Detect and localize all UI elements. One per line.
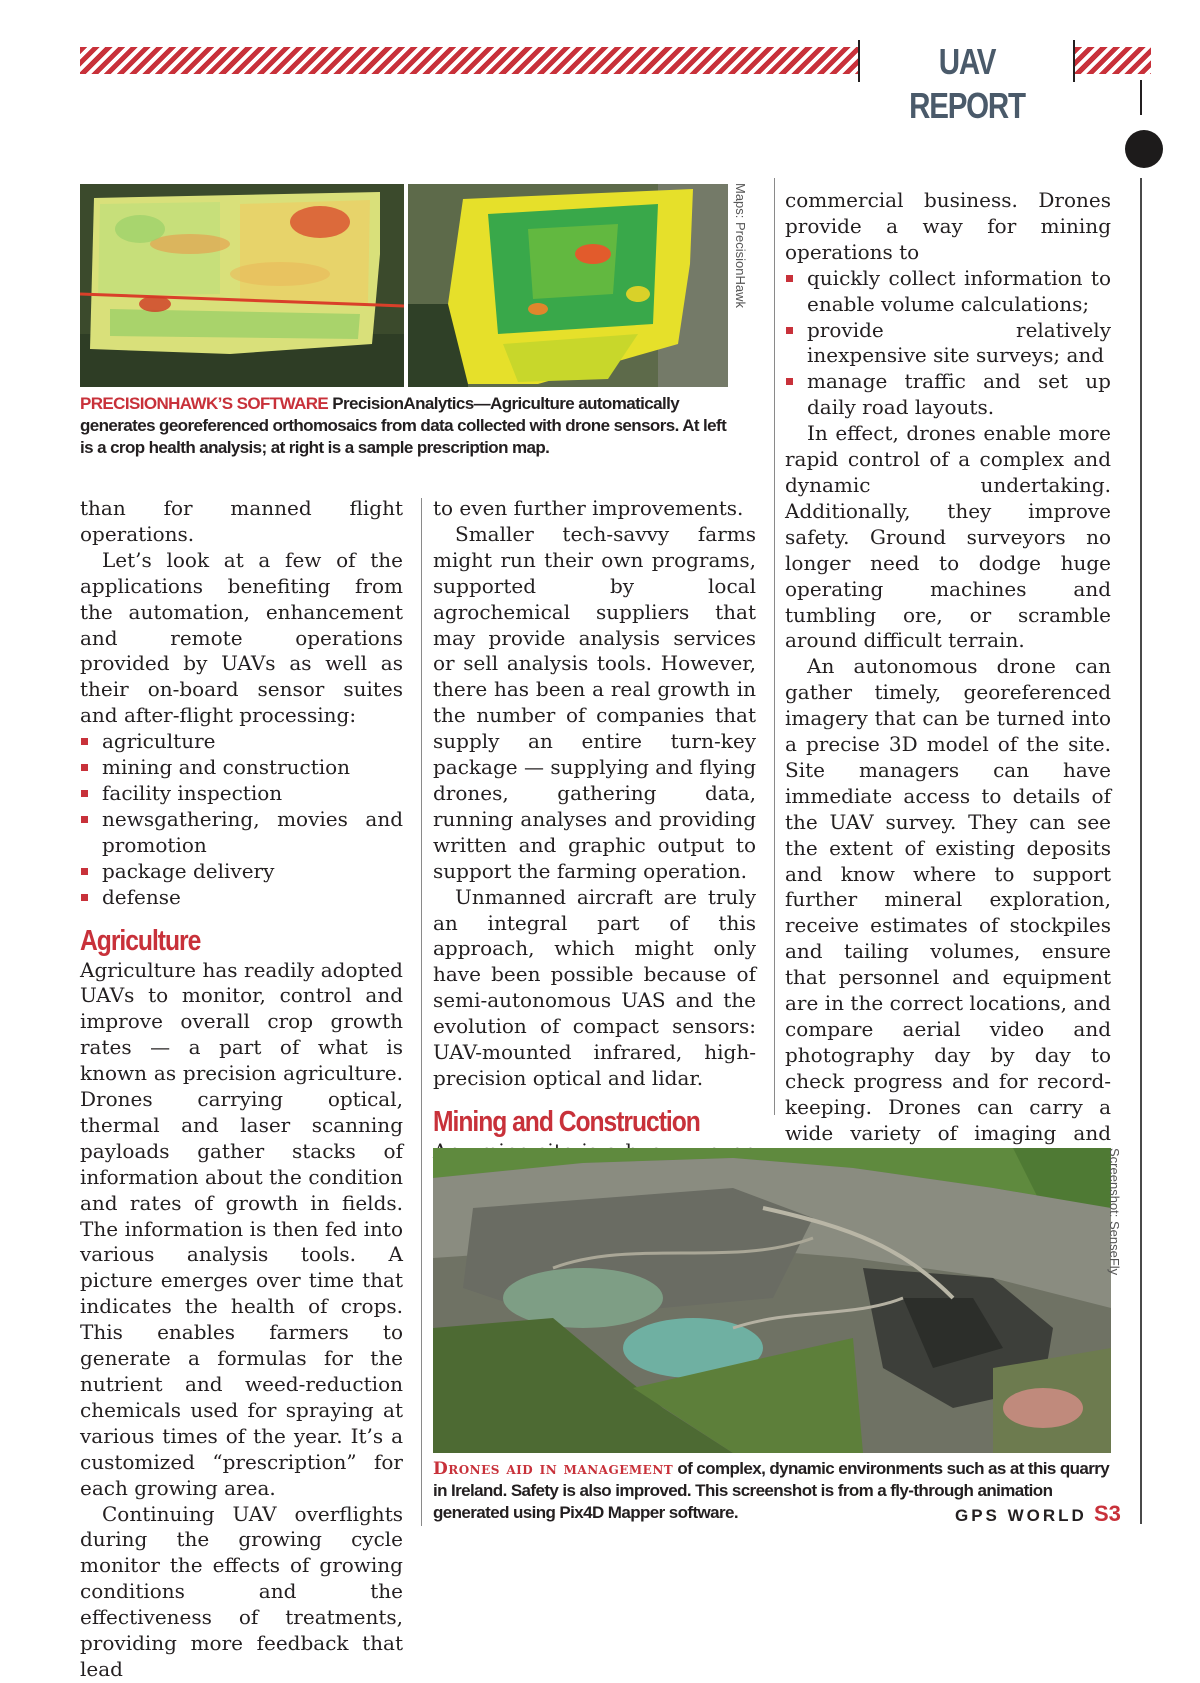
list-item: newsgathering, movies and promotion — [80, 807, 403, 859]
list-item: provide relatively inexpensive site surveys; and — [785, 318, 1111, 370]
photo-credit: Screenshot: SenseFly — [1107, 1148, 1122, 1276]
article-column-2 — [433, 496, 756, 1191]
paragraph: commercial business. Drones provide a way for mining operations to — [785, 188, 1111, 264]
crop-health-map-image — [80, 184, 404, 387]
photo-credit: Maps: PrecisionHawk — [733, 183, 748, 308]
page-side-rule — [1140, 178, 1142, 1524]
figure-caption — [80, 393, 740, 459]
publication-name: GPS WORLD — [955, 1506, 1087, 1525]
list-item: agriculture — [80, 729, 403, 755]
list-item: mining and construction — [80, 755, 403, 781]
paragraph: Let’s look at a few of the applications benefiting from the automation, enhancement and remote operations provided by UAVs as well as their on-board sensor suites and after-flight processing: — [80, 547, 403, 728]
paragraph: Agriculture has readily adopted UAVs to monitor, control and improve overall crop growth rates — a part of what is known as precision agriculture. Drones carrying optical, thermal and laser scanning payloads gather stacks of information about the condition and rates of growth in fields. The information is then fed into various analysis tools. A picture emerges over time that indicates the health of crops. This enables farmers to generate a formulas for the nutrient and weed-reduction chemicals used for spraying at various times of the year. It’s a customized “prescription” for each growing area. — [80, 957, 403, 1500]
prescription-map-image — [408, 184, 728, 387]
caption-text: of complex, dynamic environments such as at this quarry in Ireland. Safety is also improved. This screenshot is from a fly-through animation generated using Pix4D Mapper software. — [433, 1459, 1110, 1522]
paragraph: Smaller tech-savvy farms might run their own programs, supported by local agrochemical suppliers that may provide analysis services or sell analysis tools. However, there has been a real growth in the number of companies that supply an entire turn-key package — supplying and flying drones, gathering data, running analyses and providing written and graphic output to support the farming operation. — [433, 521, 756, 883]
article-column-1 — [80, 496, 403, 1683]
caption-text: PrecisionAnalytics—Agriculture automatically generates georeferenced orthomosaics from data collected with drone sensors. At left is a crop health analysis; at right is a sample prescription map. — [80, 394, 727, 457]
header-divider — [1140, 80, 1142, 115]
list-item: facility inspection — [80, 781, 403, 807]
quarry-aerial-photo — [433, 1148, 1111, 1453]
header-divider — [858, 40, 860, 82]
list-item: package delivery — [80, 859, 403, 885]
paragraph: An autonomous drone can gather timely, georeferenced imagery that can be turned into a precise 3D model of the site. Site managers can have immediate access to details of the UAV survey. They can see the extent of existing deposits and know where to support further mineral exploration, receive estimates of stockpiles and tailing volumes, ensure that personnel and equipment are in the correct locations, and compare aerial video and photography day by day to check progress and for record-keeping. Drones can carry a wide variety of imaging and — [785, 654, 1111, 1145]
list-item: manage traffic and set up daily road layouts. — [785, 369, 1111, 421]
list-item: defense — [80, 885, 403, 911]
section-title: UAV REPORT — [909, 41, 1025, 126]
section-heading: Agriculture — [80, 924, 201, 957]
caption-lead: PRECISIONHAWK’S SOFTWARE — [80, 394, 329, 413]
column-rule — [774, 178, 775, 1115]
paragraph: Continuing UAV overflights during the growing cycle monitor the effects of growing conditions and the effectiveness of treatments, providing more feedback that lead — [80, 1501, 403, 1681]
benefit-list — [785, 266, 1111, 421]
application-list — [80, 729, 403, 910]
article-column-3 — [785, 188, 1111, 1224]
header-stripe-right — [1075, 47, 1151, 74]
section-heading: Mining and Construction — [433, 1105, 700, 1138]
paragraph: to even further improvements. — [433, 496, 744, 520]
column-rule — [421, 498, 422, 1526]
list-item: quickly collect information to enable volume calculations; — [785, 266, 1111, 318]
section-tab-dot — [1125, 130, 1163, 168]
paragraph: Unmanned aircraft are truly an integral part of this approach, which might only have been possible because of semi-autonomous UAS and the evolution of compact sensors: UAV-mounted infrared, high-precision optical and lidar. — [433, 884, 756, 1090]
paragraph: than for manned flight operations. — [80, 496, 403, 546]
paragraph: In effect, drones enable more rapid control of a complex and dynamic undertaking. Additionally, they improve safety. Ground surveyors no longer need to dodge huge operating machines and tumbling ore, or scramble around difficult terrain. — [785, 421, 1111, 653]
caption-lead: Drones aid in management — [433, 1459, 674, 1479]
page-number: S3 — [1094, 1501, 1121, 1526]
header-stripe-left — [80, 47, 858, 74]
